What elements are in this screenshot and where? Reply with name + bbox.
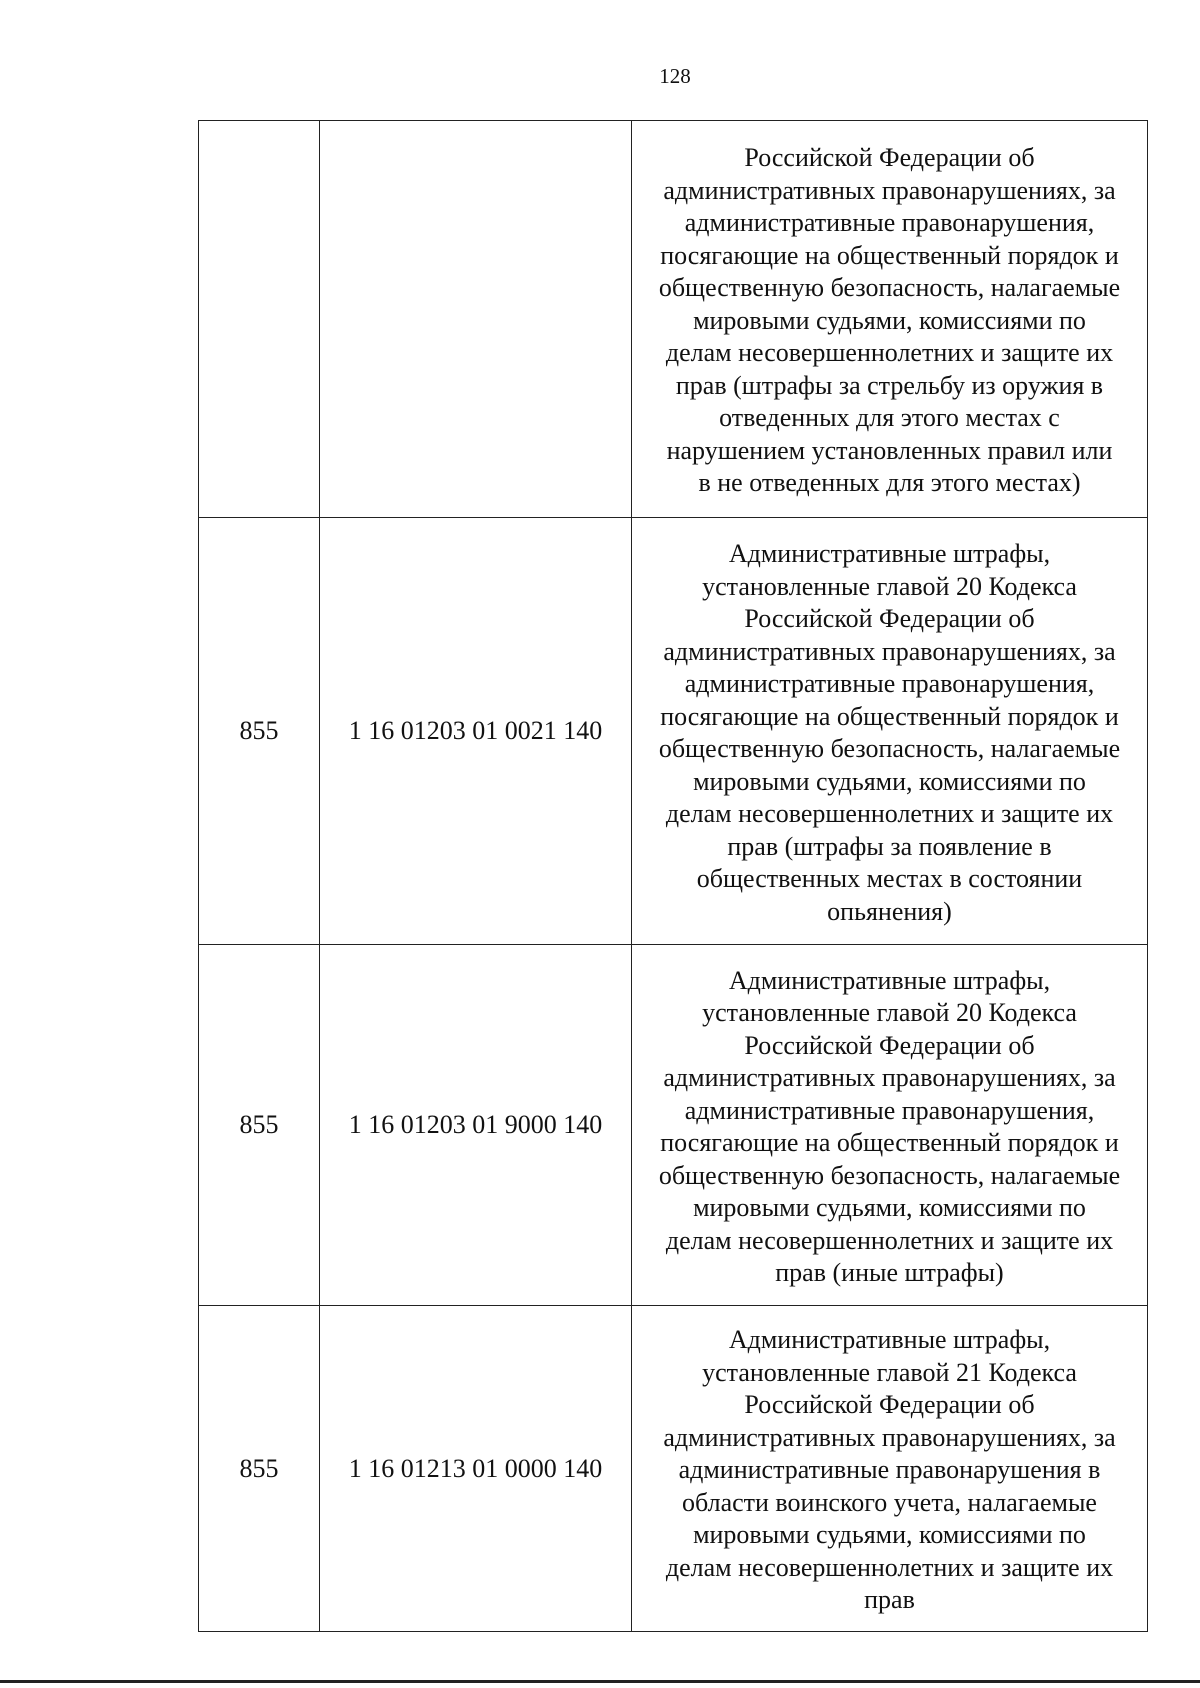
table-row xyxy=(199,121,1148,518)
description-line: общественную безопасность, налагаемые xyxy=(658,273,1121,303)
description-line: отведенных для этого местах с xyxy=(719,403,1060,433)
description-line: административных правонарушениях, за xyxy=(663,1063,1116,1092)
description-line: нарушением установленных правил или xyxy=(666,435,1113,465)
description-line: в не отведенных для этого местах) xyxy=(698,468,1081,498)
description-line: установленные главой 20 Кодекса xyxy=(702,998,1077,1027)
admin-code-cell: 855 xyxy=(199,1306,320,1632)
description-line: мировыми судьями, комиссиями по xyxy=(693,766,1086,796)
budget-code-cell: 1 16 01203 01 0021 140 xyxy=(320,518,632,945)
description-line: мировыми судьями, комиссиями по xyxy=(693,1520,1086,1550)
bottom-rule xyxy=(0,1680,1200,1683)
description-line: прав (штрафы за появление в xyxy=(727,831,1052,861)
description-cell xyxy=(632,945,1148,1306)
description-line: мировыми судьями, комиссиями по xyxy=(693,305,1086,335)
description-line: мировыми судьями, комиссиями по xyxy=(693,1193,1086,1222)
description-line: Российской Федерации об xyxy=(744,604,1035,633)
admin-code-cell: 855 xyxy=(199,518,320,945)
description-line: Административные штрафы, xyxy=(728,965,1051,995)
description-cell xyxy=(632,121,1148,518)
budget-code-cell: 1 16 01203 01 9000 140 xyxy=(320,945,632,1306)
description-line: общественную безопасность, налагаемые xyxy=(658,1160,1121,1190)
budget-code-cell xyxy=(320,121,632,518)
description-line: установленные главой 20 Кодекса xyxy=(702,571,1077,601)
description-line: делам несовершеннолетних и защите их xyxy=(665,1225,1114,1255)
description-line: установленные главой 21 Кодекса xyxy=(702,1357,1077,1387)
admin-code-cell: 855 xyxy=(199,945,320,1306)
revenue-codes-table xyxy=(198,120,1148,1632)
description-line: административных правонарушениях, за xyxy=(663,175,1116,205)
description-line: общественных местах в состоянии xyxy=(696,864,1083,893)
description-line: опьянения) xyxy=(827,896,952,926)
description-line: делам несовершеннолетних и защите их xyxy=(665,799,1114,828)
description-line: прав xyxy=(864,1585,915,1615)
description-cell xyxy=(632,518,1148,945)
table-row xyxy=(199,1306,1148,1632)
description-line: делам несовершеннолетних и защите их xyxy=(665,1552,1114,1582)
budget-code-cell: 1 16 01213 01 0000 140 xyxy=(320,1306,632,1632)
description-line: посягающие на общественный порядок и xyxy=(660,240,1119,270)
description-line: административные правонарушения, xyxy=(684,669,1095,698)
description-line: административных правонарушениях, за xyxy=(663,1422,1116,1452)
description-line: прав (иные штрафы) xyxy=(775,1258,1004,1287)
description-line: прав (штрафы за стрельбу из оружия в xyxy=(675,370,1104,400)
description-line: административные правонарушения, xyxy=(684,208,1095,238)
description-line: области воинского учета, налагаемые xyxy=(682,1487,1097,1517)
description-line: делам несовершеннолетних и защите их xyxy=(665,338,1114,368)
description-cell xyxy=(632,1306,1148,1632)
description-line: Российской Федерации об xyxy=(744,143,1035,173)
table-body xyxy=(199,121,1148,1632)
page-number: 128 xyxy=(659,64,691,88)
description-line: посягающие на общественный порядок и xyxy=(660,1128,1119,1157)
description-line: административные правонарушения в xyxy=(678,1455,1101,1485)
admin-code-cell xyxy=(199,121,320,518)
description-line: Российской Федерации об xyxy=(744,1030,1035,1060)
description-line: общественную безопасность, налагаемые xyxy=(658,734,1121,763)
description-line: административные правонарушения, xyxy=(684,1095,1095,1125)
description-line: Российской Федерации об xyxy=(744,1390,1035,1420)
description-line: Административные штрафы, xyxy=(728,1325,1051,1355)
description-line: Административные штрафы, xyxy=(728,539,1051,568)
table-row xyxy=(199,518,1148,945)
description-line: посягающие на общественный порядок и xyxy=(660,701,1119,731)
table-row xyxy=(199,945,1148,1306)
description-line: административных правонарушениях, за xyxy=(663,636,1116,666)
